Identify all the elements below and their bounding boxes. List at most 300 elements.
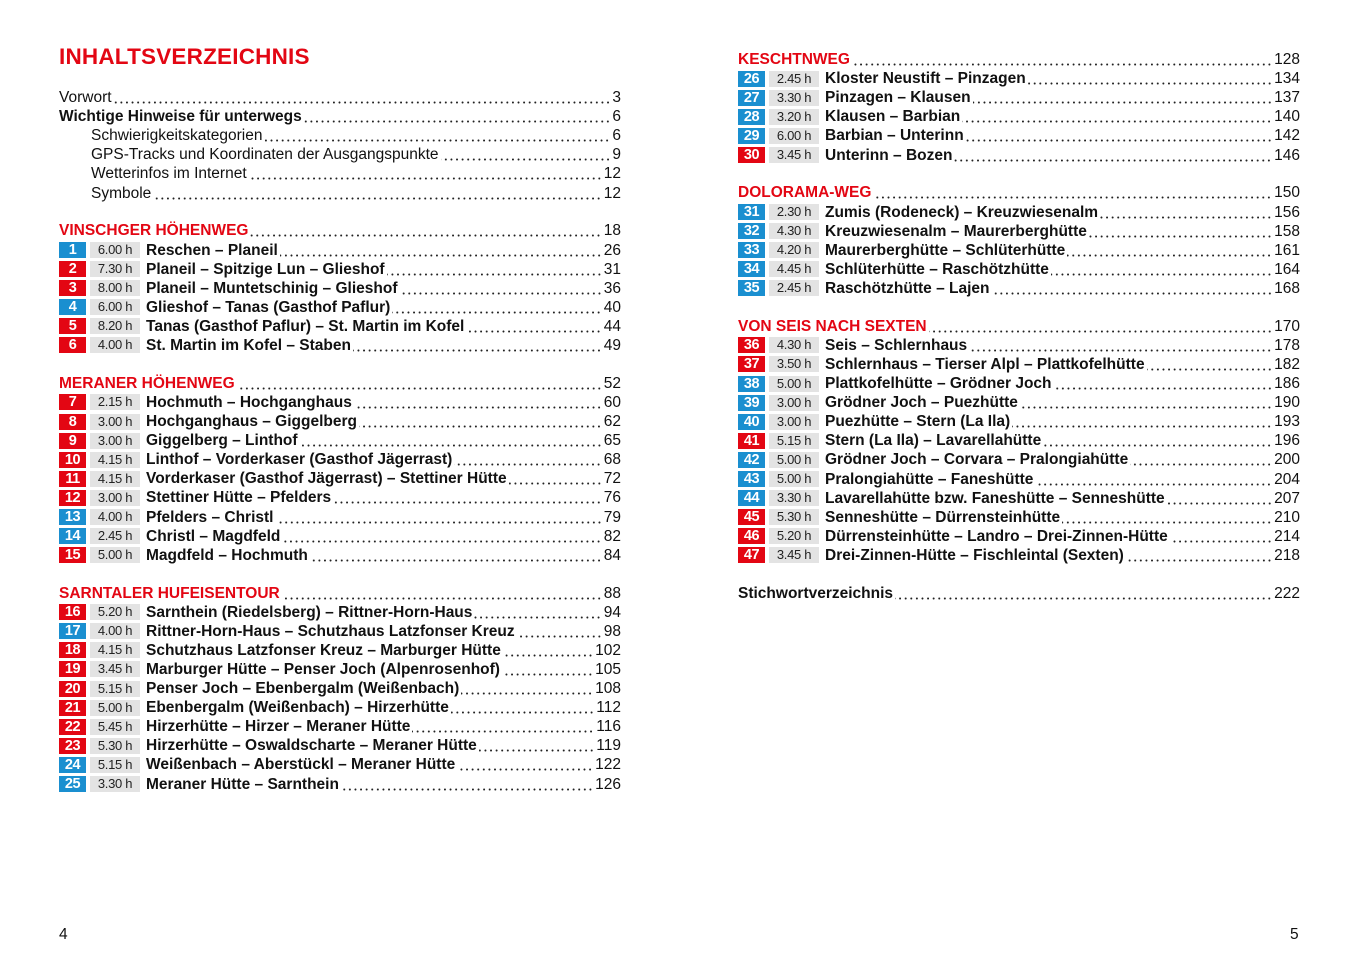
toc-left (59, 88, 621, 794)
leader-dots (474, 616, 601, 619)
tour-number-badge: 15 (59, 547, 86, 563)
toc-tour-entry[interactable] (59, 260, 621, 279)
entry-title: Kreuzwiesenalm – Maurerberghütte (825, 222, 1087, 240)
toc-front-entry[interactable] (59, 164, 621, 183)
leader-dots (264, 139, 610, 142)
entry-page-number: 40 (603, 298, 621, 316)
entry-title: St. Martin im Kofel – Staben (146, 336, 351, 354)
entry-page-number: 68 (603, 451, 621, 469)
toc-front-entry[interactable] (59, 88, 621, 107)
entry-title: Schlüterhütte – Raschötzhütte (825, 260, 1049, 278)
entry-page-number: 204 (1274, 470, 1300, 488)
walking-time-badge: 3.50 h (769, 356, 819, 372)
entry-title: Stettiner Hütte – Pfelders (146, 489, 332, 507)
entry-page-number: 122 (595, 756, 621, 774)
walking-time-badge: 2.30 h (769, 204, 819, 220)
entry-page-number: 94 (603, 603, 621, 621)
leader-dots (954, 159, 1272, 162)
toc-tour-entry[interactable] (738, 469, 1300, 488)
entry-page-number: 193 (1274, 413, 1300, 431)
walking-time-badge: 3.30 h (769, 490, 819, 506)
leader-dots (280, 254, 602, 257)
leader-dots (969, 349, 1272, 352)
toc-tour-entry[interactable] (738, 412, 1300, 431)
entry-page-number: 52 (603, 374, 621, 392)
entry-page-number: 128 (1274, 51, 1300, 69)
entry-title: Planeil – Spitzige Lun – Glieshof (146, 260, 385, 278)
walking-time-badge: 8.20 h (90, 318, 140, 334)
entry-page-number: 210 (1274, 508, 1300, 526)
toc-section-heading[interactable] (59, 584, 621, 603)
tour-number-badge: 17 (59, 623, 86, 639)
toc-tour-entry[interactable] (59, 336, 621, 355)
walking-time-badge: 5.30 h (769, 509, 819, 525)
walking-time-badge: 4.45 h (769, 261, 819, 277)
walking-time-badge: 6.00 h (769, 128, 819, 144)
tour-number-badge: 14 (59, 528, 86, 544)
entry-title: SARNTALER HUFEISENTOUR (59, 584, 280, 602)
leader-dots (461, 692, 593, 695)
entry-page-number: 214 (1274, 527, 1300, 545)
entry-page-number: 158 (1274, 222, 1300, 240)
leader-dots (929, 330, 1273, 333)
leader-dots (282, 540, 601, 543)
toc-tour-entry[interactable] (738, 241, 1300, 260)
leader-dots (873, 196, 1272, 199)
tour-number-badge: 9 (59, 433, 86, 449)
entry-page-number: 12 (603, 165, 621, 183)
entry-title: Marburger Hütte – Penser Joch (Alpenrosenhof) (146, 660, 500, 678)
toc-section-heading[interactable] (738, 50, 1300, 69)
walking-time-badge: 5.45 h (90, 719, 140, 735)
entry-page-number: 44 (603, 317, 621, 335)
entry-page-number: 79 (603, 508, 621, 526)
tour-number-badge: 30 (738, 147, 765, 163)
leader-dots (153, 197, 601, 200)
toc-tour-entry[interactable] (59, 240, 621, 259)
tour-number-badge: 36 (738, 337, 765, 353)
walking-time-badge: 5.00 h (769, 471, 819, 487)
tour-number-badge: 47 (738, 547, 765, 563)
entry-title: Zumis (Rodeneck) – Kreuzwiesenalm (825, 203, 1099, 221)
leader-dots (1167, 502, 1272, 505)
entry-title: DOLORAMA-WEG (738, 184, 872, 202)
entry-title: Pralongiahütte – Faneshütte (825, 470, 1034, 488)
tour-number-badge: 7 (59, 394, 86, 410)
entry-title: Drei-Zinnen-Hütte – Fischleintal (Sexten) (825, 546, 1124, 564)
leader-dots (509, 482, 602, 485)
toc-tour-entry[interactable] (59, 698, 621, 717)
walking-time-badge: 6.00 h (90, 242, 140, 258)
entry-page-number: 182 (1274, 355, 1300, 373)
toc-tour-entry[interactable] (738, 222, 1300, 241)
toc-tour-entry[interactable] (738, 336, 1300, 355)
entry-page-number: 31 (603, 260, 621, 278)
leader-dots (1028, 82, 1272, 85)
leader-dots (1067, 254, 1272, 257)
tour-number-badge: 20 (59, 681, 86, 697)
entry-page-number: 170 (1274, 317, 1300, 335)
entry-title: Vorderkaser (Gasthof Jägerrast) – Stettiner Hütte (146, 470, 507, 488)
tour-number-badge: 23 (59, 738, 86, 754)
entry-title: Magdfeld – Hochmuth (146, 546, 308, 564)
entry-page-number: 146 (1274, 146, 1300, 164)
entry-title: Maurerberghütte – Schlüterhütte (825, 241, 1066, 259)
toc-tour-entry[interactable] (738, 508, 1300, 527)
entry-title: MERANER HÖHENWEG (59, 374, 235, 392)
tour-number-badge: 28 (738, 109, 765, 125)
toc-tour-entry[interactable] (59, 412, 621, 431)
toc-right (738, 50, 1300, 603)
walking-time-badge: 2.15 h (90, 394, 140, 410)
entry-title: Plattkofelhütte – Grödner Joch (825, 375, 1052, 393)
entry-title: Barbian – Unterinn (825, 127, 964, 145)
entry-page-number: 102 (595, 641, 621, 659)
walking-time-badge: 3.20 h (769, 109, 819, 125)
toc-tour-entry[interactable] (738, 279, 1300, 298)
entry-page-number: 156 (1274, 203, 1300, 221)
entry-title: Tanas (Gasthof Paflur) – St. Martin im Kofel (146, 317, 465, 335)
entry-title: VINSCHGER HÖHENWEG (59, 222, 249, 240)
walking-time-badge: 4.00 h (90, 509, 140, 525)
page-number-left: 4 (59, 926, 68, 943)
tour-number-badge: 42 (738, 452, 765, 468)
walking-time-badge: 5.00 h (769, 452, 819, 468)
page-title: INHALTSVERZEICHNIS (59, 44, 310, 69)
entry-title: Christl – Magdfeld (146, 527, 281, 545)
walking-time-badge: 3.45 h (90, 661, 140, 677)
toc-tour-entry[interactable] (59, 488, 621, 507)
leader-dots (962, 120, 1272, 123)
walking-time-badge: 4.15 h (90, 452, 140, 468)
tour-number-badge: 27 (738, 90, 765, 106)
walking-time-badge: 5.15 h (90, 681, 140, 697)
toc-tour-entry[interactable] (59, 717, 621, 736)
tour-number-badge: 16 (59, 604, 86, 620)
tour-number-badge: 46 (738, 528, 765, 544)
toc-section-heading[interactable] (59, 221, 621, 240)
leader-dots (237, 387, 602, 390)
toc-tour-entry[interactable] (738, 260, 1300, 279)
walking-time-badge: 4.20 h (769, 242, 819, 258)
toc-tour-entry[interactable] (59, 450, 621, 469)
entry-page-number: 6 (612, 108, 621, 126)
toc-tour-entry[interactable] (59, 660, 621, 679)
toc-tour-entry[interactable] (59, 546, 621, 565)
entry-title: Schwierigkeitskategorien (91, 127, 263, 145)
toc-tour-entry[interactable] (59, 298, 621, 317)
entry-title: VON SEIS NACH SEXTEN (738, 317, 927, 335)
leader-dots (895, 597, 1272, 600)
walking-time-badge: 5.00 h (90, 547, 140, 563)
toc-tour-entry[interactable] (59, 679, 621, 698)
tour-number-badge: 45 (738, 509, 765, 525)
entry-title: KESCHTNWEG (738, 51, 850, 69)
leader-dots (1170, 540, 1272, 543)
walking-time-badge: 5.00 h (769, 376, 819, 392)
entry-title: Planeil – Muntetschinig – Glieshof (146, 279, 398, 297)
entry-title: Schutzhaus Latzfonser Kreuz – Marburger Hütte (146, 641, 501, 659)
leader-dots (1051, 273, 1272, 276)
leader-dots (1020, 406, 1272, 409)
walking-time-badge: 3.00 h (769, 395, 819, 411)
toc-tour-entry[interactable] (738, 546, 1300, 565)
leader-dots (300, 444, 602, 447)
entry-page-number: 82 (603, 527, 621, 545)
toc-tour-entry[interactable] (738, 431, 1300, 450)
walking-time-badge: 4.00 h (90, 623, 140, 639)
toc-tour-entry[interactable] (738, 527, 1300, 546)
toc-tour-entry[interactable] (59, 755, 621, 774)
tour-number-badge: 18 (59, 642, 86, 658)
tour-number-badge: 4 (59, 299, 86, 315)
toc-tour-entry[interactable] (738, 145, 1300, 164)
toc-front-entry[interactable] (59, 145, 621, 164)
walking-time-badge: 4.15 h (90, 642, 140, 658)
entry-title: Sarnthein (Riedelsberg) – Rittner-Horn-Haus (146, 603, 473, 621)
toc-tour-entry[interactable] (738, 450, 1300, 469)
leader-dots (387, 273, 602, 276)
toc-tour-entry[interactable] (738, 489, 1300, 508)
leader-dots (503, 654, 593, 657)
entry-title: Unterinn – Bozen (825, 146, 953, 164)
toc-front-entry[interactable] (59, 126, 621, 145)
toc-section-heading[interactable] (738, 317, 1300, 336)
entry-page-number: 49 (603, 336, 621, 354)
entry-title: Senneshütte – Dürrensteinhütte (825, 508, 1061, 526)
leader-dots (249, 177, 602, 180)
leader-dots (392, 311, 601, 314)
toc-tour-entry[interactable] (738, 355, 1300, 374)
leader-dots (304, 120, 611, 123)
toc-index-entry[interactable] (738, 584, 1300, 603)
toc-tour-entry[interactable] (738, 107, 1300, 126)
leader-dots (502, 673, 593, 676)
leader-dots (852, 63, 1272, 66)
tour-number-badge: 11 (59, 471, 86, 487)
entry-title: Wichtige Hinweise für unterwegs (59, 108, 302, 126)
entry-title: Penser Joch – Ebenbergalm (Weißenbach) (146, 680, 460, 698)
walking-time-badge: 2.45 h (90, 528, 140, 544)
entry-title: Stichwortverzeichnis (738, 584, 894, 602)
entry-title: Seis – Schlernhaus (825, 336, 968, 354)
entry-title: Kloster Neustift – Pinzagen (825, 70, 1026, 88)
leader-dots (973, 101, 1273, 104)
toc-section-heading[interactable] (738, 183, 1300, 202)
entry-title: Reschen – Planeil (146, 241, 278, 259)
leader-dots (400, 292, 602, 295)
tour-number-badge: 1 (59, 242, 86, 258)
leader-dots (1100, 216, 1272, 219)
entry-title: Vorwort (59, 89, 112, 107)
toc-tour-entry[interactable] (59, 622, 621, 641)
entry-page-number: 168 (1274, 279, 1300, 297)
tour-number-badge: 41 (738, 433, 765, 449)
toc-section-heading[interactable] (59, 374, 621, 393)
entry-page-number: 6 (612, 127, 621, 145)
entry-title: Raschötzhütte – Lajen (825, 279, 990, 297)
entry-page-number: 207 (1274, 489, 1300, 507)
entry-page-number: 140 (1274, 108, 1300, 126)
toc-tour-entry[interactable] (738, 374, 1300, 393)
leader-dots (1043, 444, 1272, 447)
entry-title: Dürrensteinhütte – Landro – Drei-Zinnen-Hütte (825, 527, 1168, 545)
entry-page-number: 108 (595, 680, 621, 698)
entry-page-number: 137 (1274, 89, 1300, 107)
entry-title: Hochmuth – Hochganghaus (146, 393, 352, 411)
tour-number-badge: 6 (59, 337, 86, 353)
tour-number-badge: 19 (59, 661, 86, 677)
toc-tour-entry[interactable] (59, 393, 621, 412)
walking-time-badge: 5.00 h (90, 700, 140, 716)
toc-tour-entry[interactable] (59, 774, 621, 793)
entry-page-number: 3 (612, 89, 621, 107)
walking-time-badge: 3.30 h (90, 776, 140, 792)
tour-number-badge: 12 (59, 490, 86, 506)
toc-front-entry[interactable] (59, 107, 621, 126)
leader-dots (276, 521, 602, 524)
leader-dots (1126, 559, 1272, 562)
entry-page-number: 76 (603, 489, 621, 507)
tour-number-badge: 34 (738, 261, 765, 277)
toc-tour-entry[interactable] (738, 69, 1300, 88)
toc-tour-entry[interactable] (59, 431, 621, 450)
leader-dots (412, 730, 594, 733)
walking-time-badge: 3.00 h (90, 490, 140, 506)
tour-number-badge: 31 (738, 204, 765, 220)
leader-dots (282, 597, 602, 600)
tour-number-badge: 38 (738, 376, 765, 392)
entry-title: Grödner Joch – Puezhütte (825, 394, 1018, 412)
tour-number-badge: 43 (738, 471, 765, 487)
tour-number-badge: 35 (738, 280, 765, 296)
toc-tour-entry[interactable] (59, 317, 621, 336)
entry-page-number: 200 (1274, 451, 1300, 469)
entry-page-number: 186 (1274, 375, 1300, 393)
tour-number-badge: 8 (59, 414, 86, 430)
toc-tour-entry[interactable] (738, 126, 1300, 145)
tour-number-badge: 24 (59, 757, 86, 773)
entry-page-number: 84 (603, 546, 621, 564)
entry-title: Pinzagen – Klausen (825, 89, 971, 107)
entry-page-number: 18 (603, 222, 621, 240)
tour-number-badge: 5 (59, 318, 86, 334)
walking-time-badge: 4.30 h (769, 337, 819, 353)
leader-dots (466, 330, 601, 333)
entry-page-number: 98 (603, 622, 621, 640)
leader-dots (1054, 387, 1273, 390)
leader-dots (1035, 483, 1272, 486)
tour-number-badge: 26 (738, 71, 765, 87)
entry-page-number: 164 (1274, 260, 1300, 278)
tour-number-badge: 13 (59, 509, 86, 525)
walking-time-badge: 3.45 h (769, 547, 819, 563)
entry-title: Ebenbergalm (Weißenbach) – Hirzerhütte (146, 699, 449, 717)
walking-time-badge: 5.15 h (769, 433, 819, 449)
entry-title: Hirzerhütte – Hirzer – Meraner Hütte (146, 718, 411, 736)
entry-title: Linthof – Vorderkaser (Gasthof Jägerrast) (146, 451, 453, 469)
entry-page-number: 65 (603, 432, 621, 450)
tour-number-badge: 44 (738, 490, 765, 506)
entry-page-number: 62 (603, 413, 621, 431)
leader-dots (310, 559, 602, 562)
leader-dots (1062, 521, 1272, 524)
walking-time-badge: 4.15 h (90, 471, 140, 487)
walking-time-badge: 5.20 h (769, 528, 819, 544)
entry-page-number: 105 (595, 660, 621, 678)
toc-tour-entry[interactable] (59, 507, 621, 526)
tour-number-badge: 25 (59, 776, 86, 792)
entry-title: Hochganghaus – Giggelberg (146, 413, 357, 431)
toc-tour-entry[interactable] (59, 469, 621, 488)
entry-page-number: 112 (596, 699, 621, 717)
entry-page-number: 72 (603, 470, 621, 488)
toc-tour-entry[interactable] (59, 279, 621, 298)
walking-time-badge: 4.00 h (90, 337, 140, 353)
toc-front-entry[interactable] (59, 183, 621, 202)
entry-page-number: 26 (603, 241, 621, 259)
entry-page-number: 116 (596, 718, 621, 736)
entry-title: Symbole (91, 184, 152, 202)
leader-dots (1089, 235, 1272, 238)
entry-page-number: 126 (595, 775, 621, 793)
leader-dots (517, 635, 602, 638)
entry-title: Klausen – Barbian (825, 108, 961, 126)
entry-title: Lavarellahütte bzw. Faneshütte – Senneshütte (825, 489, 1165, 507)
entry-page-number: 142 (1274, 127, 1300, 145)
leader-dots (992, 292, 1273, 295)
entry-page-number: 9 (612, 146, 621, 164)
walking-time-badge: 3.00 h (90, 414, 140, 430)
tour-number-badge: 33 (738, 242, 765, 258)
entry-page-number: 178 (1274, 336, 1300, 354)
tour-number-badge: 39 (738, 395, 765, 411)
toc-tour-entry[interactable] (59, 736, 621, 755)
leader-dots (454, 463, 601, 466)
entry-title: GPS-Tracks und Koordinaten der Ausgangspunkte (91, 146, 439, 164)
tour-number-badge: 32 (738, 223, 765, 239)
toc-tour-entry[interactable] (738, 202, 1300, 221)
leader-dots (353, 349, 602, 352)
leader-dots (457, 768, 593, 771)
entry-page-number: 134 (1274, 70, 1300, 88)
entry-title: Stern (La Ila) – Lavarellahütte (825, 432, 1042, 450)
leader-dots (333, 501, 602, 504)
entry-page-number: 119 (596, 737, 621, 755)
entry-page-number: 222 (1274, 584, 1300, 602)
toc-tour-entry[interactable] (59, 641, 621, 660)
toc-tour-entry[interactable] (738, 88, 1300, 107)
toc-tour-entry[interactable] (59, 603, 621, 622)
leader-dots (1130, 463, 1272, 466)
leader-dots (1012, 425, 1272, 428)
entry-title: Wetterinfos im Internet (91, 165, 247, 183)
entry-page-number: 218 (1274, 546, 1300, 564)
tour-number-badge: 37 (738, 356, 765, 372)
toc-tour-entry[interactable] (59, 527, 621, 546)
toc-tour-entry[interactable] (738, 393, 1300, 412)
leader-dots (250, 234, 601, 237)
entry-page-number: 12 (603, 184, 621, 202)
entry-title: Rittner-Horn-Haus – Schutzhaus Latzfonser Kreuz (146, 622, 515, 640)
leader-dots (341, 788, 593, 791)
tour-number-badge: 29 (738, 128, 765, 144)
leader-dots (114, 101, 611, 104)
tour-number-badge: 21 (59, 700, 86, 716)
walking-time-badge: 3.30 h (769, 90, 819, 106)
entry-title: Meraner Hütte – Sarnthein (146, 775, 339, 793)
tour-number-badge: 40 (738, 414, 765, 430)
